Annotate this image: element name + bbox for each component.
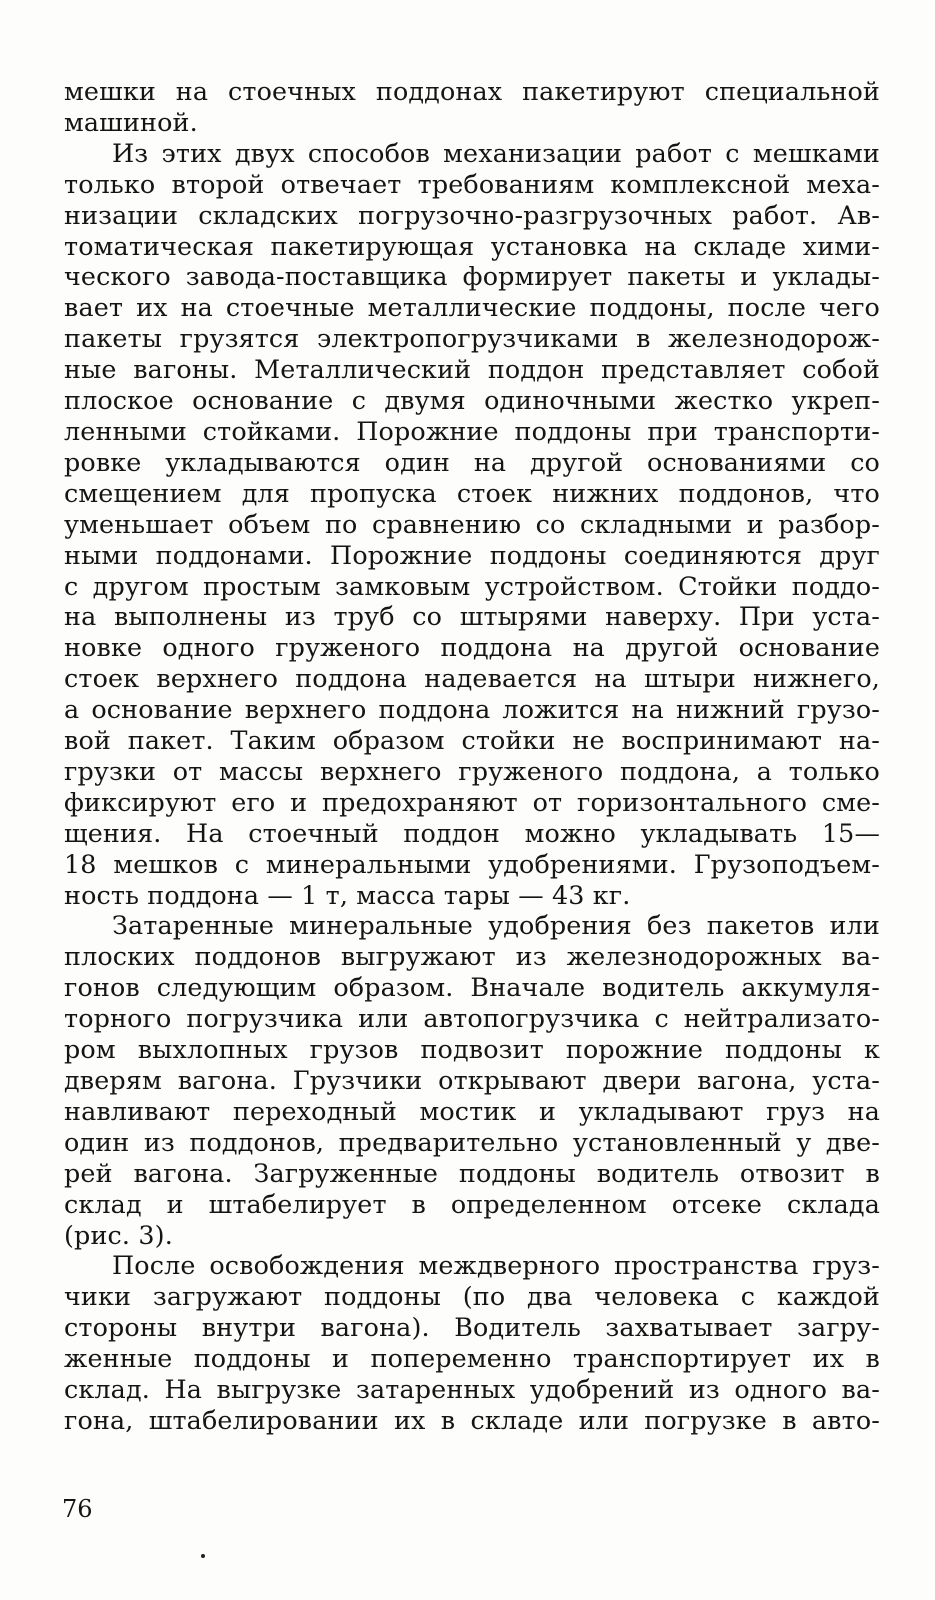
paragraph-4: [64, 1250, 880, 1435]
print-speck: [201, 1554, 205, 1558]
text-line: а основание верхнего поддона ложится на нижний грузо-: [64, 694, 880, 725]
text-line: плоских поддонов выгружают из железнодорожных ва-: [64, 941, 880, 972]
text-line: дверям вагона. Грузчики открывают двери вагона, уста-: [64, 1065, 880, 1095]
text-line: вает их на стоечные металлические поддоны, после чего: [64, 292, 880, 323]
text-line: с другом простым замковым устройством. Стойки поддо-: [64, 570, 880, 601]
text-line: стоек верхнего поддона надевается на штыри нижнего,: [64, 663, 880, 694]
text-line: стороны внутри вагона). Водитель захватывает загру-: [64, 1312, 880, 1343]
text-line: фиксируют его и предохраняют от горизонтального сме-: [64, 786, 880, 817]
text-line: низации складских погрузочно-разгрузочных работ. Ав-: [64, 199, 880, 230]
text-line: Из этих двух способов механизации работ с мешками: [112, 137, 880, 168]
text-line: рей вагона. Загруженные поддоны водитель отвозит в: [64, 1157, 880, 1188]
text-line: мешки на стоечных поддонах пакетируют специальной: [64, 76, 880, 106]
page-number: 76: [62, 1495, 93, 1523]
text-line: вой пакет. Таким образом стойки не воспринимают на-: [64, 725, 880, 756]
text-line: ность поддона — 1 т, масса тары — 43 кг.: [64, 879, 631, 910]
text-line: чики загружают поддоны (по два человека с каждой: [64, 1281, 880, 1312]
text-line: смещением для пропуска стоек нижних поддонов, что: [64, 477, 880, 508]
paragraph-2: [64, 138, 880, 911]
text-line: (рис. 3).: [64, 1219, 173, 1250]
text-line: только второй отвечает требованиям комплексной меха-: [64, 168, 880, 199]
text-line: ческого завода-поставщика формирует пакеты и уклады-: [64, 261, 880, 292]
text-line: машиной.: [64, 106, 198, 137]
text-line: склад. На выгрузке затаренных удобрений из одного ва-: [64, 1374, 880, 1405]
text-line: новке одного груженого поддона на другой основание: [64, 632, 880, 663]
body-text: [64, 76, 880, 1436]
text-line: После освобождения междверного пространства груз-: [112, 1250, 880, 1281]
text-line: гона, штабелировании их в складе или погрузке в авто-: [64, 1404, 880, 1435]
text-line: Затаренные минеральные удобрения без пакетов или: [112, 910, 880, 941]
text-line: гонов следующим образом. Вначале водитель аккумуля-: [64, 972, 880, 1003]
text-line: уменьшает объем по сравнению со складными и разбор-: [64, 508, 880, 539]
text-line: склад и штабелирует в определенном отсеке склада: [64, 1188, 880, 1219]
text-line: пакеты грузятся электропогрузчиками в железнодорож-: [64, 323, 880, 354]
text-line: томатическая пакетирующая установка на складе хими-: [64, 230, 880, 261]
text-line: щения. На стоечный поддон можно укладывать 15—: [64, 817, 880, 848]
text-line: женные поддоны и попеременно транспортирует их в: [64, 1343, 880, 1374]
text-line: 18 мешков с минеральными удобрениями. Грузоподъем-: [64, 848, 880, 879]
paragraph-1: [64, 76, 880, 138]
text-line: плоское основание с двумя одиночными жестко укреп-: [64, 385, 880, 416]
text-line: ровке укладываются один на другой основаниями со: [64, 446, 880, 477]
text-line: ные вагоны. Металлический поддон представляет собой: [64, 354, 880, 385]
text-line: ленными стойками. Порожние поддоны при транспорти-: [64, 415, 880, 446]
text-line: ром выхлопных грузов подвозит порожние поддоны к: [64, 1034, 880, 1065]
text-line: ными поддонами. Порожние поддоны соединяются друг: [64, 539, 880, 570]
text-line: грузки от массы верхнего груженого поддона, а только: [64, 755, 880, 786]
text-line: торного погрузчика или автопогрузчика с нейтрализато-: [64, 1003, 880, 1034]
paragraph-3: [64, 910, 880, 1250]
text-line: один из поддонов, предварительно установленный у две-: [64, 1126, 880, 1157]
text-line: навливают переходный мостик и укладывают груз на: [64, 1095, 880, 1126]
text-line: на выполнены из труб со штырями наверху. При уста-: [64, 601, 880, 632]
